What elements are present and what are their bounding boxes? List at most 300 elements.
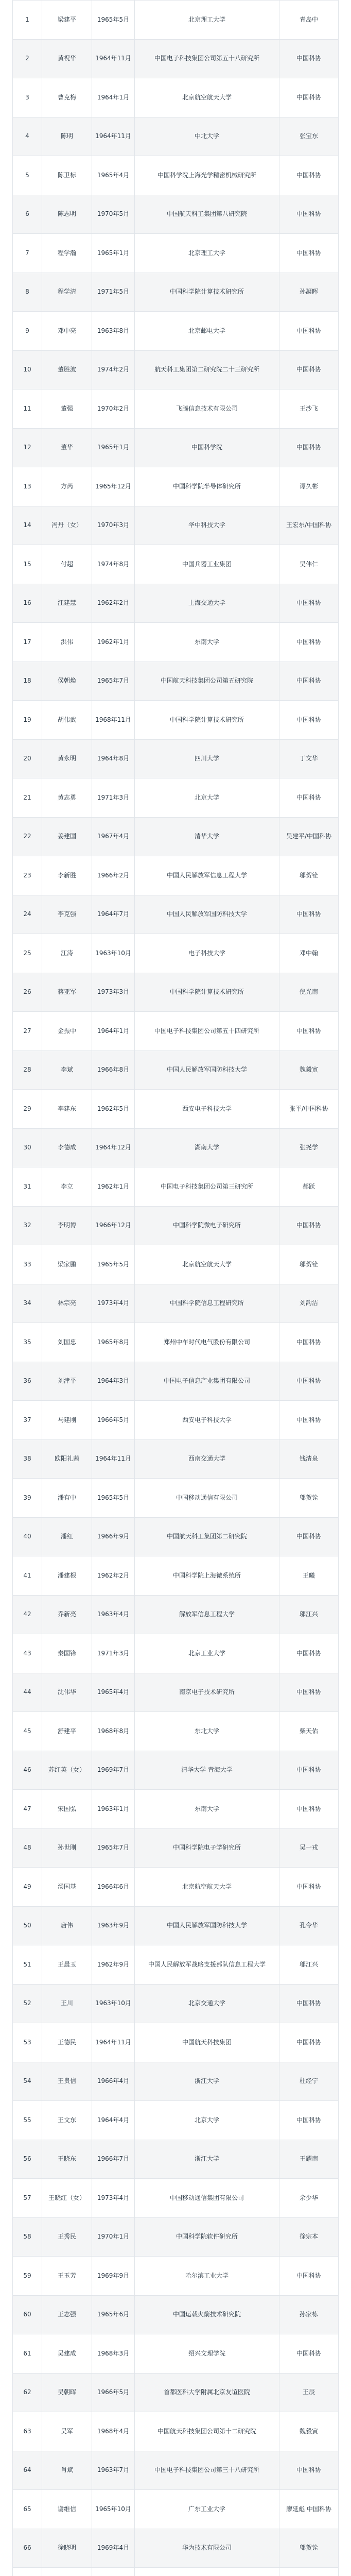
nominee-name-cell: 江涛 xyxy=(42,934,92,973)
row-number-cell: 21 xyxy=(13,778,42,818)
table-row xyxy=(13,78,339,117)
table-row xyxy=(13,2295,339,2334)
row-number-cell: 63 xyxy=(13,2412,42,2451)
row-number-cell xyxy=(13,2568,42,2576)
work-unit-cell: 绍兴文理学院 xyxy=(135,2334,279,2374)
table-row xyxy=(13,1284,339,1323)
birth-date-cell: 1965年7月 xyxy=(92,662,135,701)
nominee-name-cell: 李斌 xyxy=(42,1050,92,1090)
work-unit-cell: 中国航天科工集团第八研究院 xyxy=(135,195,279,234)
birth-date-cell: 1966年12月 xyxy=(92,1206,135,1245)
row-number-cell: 54 xyxy=(13,2062,42,2101)
nominee-name-cell: 肖斌 xyxy=(42,2451,92,2490)
table-row xyxy=(13,1439,339,1479)
nominee-name-cell: 潘红 xyxy=(42,1517,92,1556)
nominee-name-cell: 蒋亚军 xyxy=(42,973,92,1012)
row-number-cell: 16 xyxy=(13,584,42,623)
nominee-name-cell: 李德成 xyxy=(42,1128,92,1167)
birth-date-cell: 1965年1月 xyxy=(92,234,135,273)
table-row xyxy=(13,1479,339,1518)
recommender-cell: 中国科协 xyxy=(279,195,339,234)
row-number-cell: 15 xyxy=(13,545,42,584)
nominee-name-cell: 潘有中 xyxy=(42,1479,92,1518)
table-row xyxy=(13,2217,339,2257)
birth-date-cell: 1962年2月 xyxy=(92,584,135,623)
birth-date-cell: 1965年4月 xyxy=(92,156,135,195)
recommender-cell: 中国科协 xyxy=(279,2451,339,2490)
birth-date-cell: 1964年7月 xyxy=(92,895,135,934)
nominee-name-cell: 王贵信 xyxy=(42,2062,92,2101)
row-number-cell: 17 xyxy=(13,623,42,662)
work-unit-cell: 郑州中车时代电气股份有限公司 xyxy=(135,1323,279,1362)
recommender-cell: 孙凝晖 xyxy=(279,273,339,312)
table-row xyxy=(13,350,339,389)
work-unit-cell: 北京大学 xyxy=(135,2101,279,2140)
recommender-cell: 王曦 xyxy=(279,1556,339,1596)
recommender-cell: 邬贺铨 xyxy=(279,2529,339,2568)
recommender-cell: 中国科协 xyxy=(279,662,339,701)
work-unit-cell: 中国科学院计算技术研究所 xyxy=(135,273,279,312)
row-number-cell: 5 xyxy=(13,156,42,195)
recommender-cell: 中国科协 xyxy=(279,1751,339,1790)
recommender-cell: 谭久彬 xyxy=(279,467,339,506)
row-number-cell: 8 xyxy=(13,273,42,312)
work-unit-cell: 中国航天科工集团第二研究院 xyxy=(135,1517,279,1556)
row-number-cell: 47 xyxy=(13,1790,42,1829)
row-number-cell: 25 xyxy=(13,934,42,973)
work-unit-cell: 西南交通大学 xyxy=(135,1439,279,1479)
recommender-cell: 中国科协 xyxy=(279,1673,339,1712)
work-unit-cell: 北京航空航天大学 xyxy=(135,1245,279,1284)
nominee-name-cell: 潘建根 xyxy=(42,1556,92,1596)
row-number-cell: 14 xyxy=(13,506,42,545)
birth-date-cell: 1964年1月 xyxy=(92,1012,135,1051)
row-number-cell: 56 xyxy=(13,2140,42,2179)
row-number-cell: 48 xyxy=(13,1828,42,1868)
work-unit-cell: 中国电子科技集团公司第五十四研究所 xyxy=(135,1012,279,1051)
recommender-cell: 中国科协 xyxy=(279,1984,339,2023)
table-row xyxy=(13,156,339,195)
nominee-name-cell: 王川 xyxy=(42,1984,92,2023)
birth-date-cell: 1966年5月 xyxy=(92,2373,135,2412)
recommender-cell: 邬贺铨 xyxy=(279,856,339,895)
nominee-name-cell: 程学瀚 xyxy=(42,234,92,273)
work-unit-cell: 北京理工大学 xyxy=(135,234,279,273)
nominee-name-cell: 刘国忠 xyxy=(42,1323,92,1362)
birth-date-cell: 1971年5月 xyxy=(92,273,135,312)
row-number-cell: 1 xyxy=(13,1,42,40)
row-number-cell: 65 xyxy=(13,2490,42,2529)
nominee-name-cell: 侯朝焕 xyxy=(42,662,92,701)
row-number-cell: 33 xyxy=(13,1245,42,1284)
nominee-name-cell: 陈卫标 xyxy=(42,156,92,195)
row-number-cell: 41 xyxy=(13,1556,42,1596)
birth-date-cell: 1963年4月 xyxy=(92,1595,135,1634)
nominee-name-cell: 孙世刚 xyxy=(42,1828,92,1868)
birth-date-cell: 1970年3月 xyxy=(92,506,135,545)
nominee-name-cell: 程学清 xyxy=(42,273,92,312)
work-unit-cell: 东南大学 xyxy=(135,623,279,662)
birth-date-cell: 1971年3月 xyxy=(92,1634,135,1673)
table-row xyxy=(13,1868,339,1907)
work-unit-cell: 中国科学院上海微系统所 xyxy=(135,1556,279,1596)
table-row xyxy=(13,506,339,545)
row-number-cell: 52 xyxy=(13,1984,42,2023)
recommender-cell: 中国科协 xyxy=(279,2257,339,2296)
nominee-name-cell: 马建刚 xyxy=(42,1401,92,1440)
nominee-name-cell: 姜建国 xyxy=(42,817,92,856)
row-number-cell: 6 xyxy=(13,195,42,234)
recommender-cell: 中国科协 xyxy=(279,623,339,662)
row-number-cell: 20 xyxy=(13,739,42,778)
recommender-cell: 中国科协 xyxy=(279,1323,339,1362)
nominee-name-cell: 黄志勇 xyxy=(42,778,92,818)
table-row xyxy=(13,1634,339,1673)
work-unit-cell: 清华大学 青海大学 xyxy=(135,1751,279,1790)
table-row xyxy=(13,2451,339,2490)
birth-date-cell: 1964年11月 xyxy=(92,117,135,156)
recommender-cell: 吴一戎 xyxy=(279,1828,339,1868)
recommender-cell: 杜经宁 xyxy=(279,2062,339,2101)
work-unit-cell: 中国科学院计算技术研究所 xyxy=(135,973,279,1012)
table-row xyxy=(13,467,339,506)
table-row xyxy=(13,1751,339,1790)
table-row xyxy=(13,2062,339,2101)
row-number-cell: 29 xyxy=(13,1090,42,1129)
recommender-cell: 邬江兴 xyxy=(279,1595,339,1634)
row-number-cell: 43 xyxy=(13,1634,42,1673)
row-number-cell: 38 xyxy=(13,1439,42,1479)
birth-date-cell: 1964年1月 xyxy=(92,78,135,117)
birth-date-cell: 1963年1月 xyxy=(92,1790,135,1829)
work-unit-cell: 中国电子科技集团公司第三十八研究所 xyxy=(135,2451,279,2490)
birth-date-cell: 1970年2月 xyxy=(92,389,135,429)
recommender-cell: 张平/中国科协 xyxy=(279,1090,339,1129)
nominee-name-cell: 王秀民 xyxy=(42,2217,92,2257)
work-unit-cell: 中北大学 xyxy=(135,117,279,156)
row-number-cell: 3 xyxy=(13,78,42,117)
recommender-cell: 王辰 xyxy=(279,2373,339,2412)
nominee-name-cell: 李新胜 xyxy=(42,856,92,895)
row-number-cell: 18 xyxy=(13,662,42,701)
recommender-cell: 中国科协 xyxy=(279,312,339,351)
birth-date-cell: 1968年8月 xyxy=(92,1712,135,1751)
recommender-cell: 中国科协 xyxy=(279,428,339,467)
recommender-cell: 中国科协 xyxy=(279,1868,339,1907)
birth-date-cell: 1962年1月 xyxy=(92,623,135,662)
nominee-name-cell: 胡伟武 xyxy=(42,701,92,740)
table-row xyxy=(13,2023,339,2062)
work-unit-cell: 华为技术有限公司 xyxy=(135,2529,279,2568)
table-row xyxy=(13,1323,339,1362)
birth-date-cell: 1966年7月 xyxy=(92,2140,135,2179)
table-row xyxy=(13,273,339,312)
recommender-cell: 徐宗本 xyxy=(279,2217,339,2257)
table-row xyxy=(13,778,339,818)
work-unit-cell: 北京理工大学 xyxy=(135,1,279,40)
table-row xyxy=(13,1167,339,1207)
work-unit-cell: 浙江大学 xyxy=(135,2062,279,2101)
work-unit-cell: 中国人民解放军战略支援部队信息工程大学 xyxy=(135,1945,279,1985)
nominee-name-cell: 王志强 xyxy=(42,2295,92,2334)
work-unit-cell: 中国人民解放军信息工程大学 xyxy=(135,856,279,895)
work-unit-cell: 四川大学 xyxy=(135,739,279,778)
work-unit-cell: 华中科技大学 xyxy=(135,506,279,545)
nominee-name-cell: 洪伟 xyxy=(42,623,92,662)
nominee-name-cell: 黄永明 xyxy=(42,739,92,778)
work-unit-cell: 上海交通大学 xyxy=(135,584,279,623)
nominee-name-cell: 秦国锋 xyxy=(42,1634,92,1673)
row-number-cell: 13 xyxy=(13,467,42,506)
row-number-cell: 44 xyxy=(13,1673,42,1712)
table-row xyxy=(13,389,339,429)
recommender-cell: 张宝东 xyxy=(279,117,339,156)
birth-date-cell xyxy=(92,2568,135,2576)
table-row xyxy=(13,1517,339,1556)
recommender-cell: 中国科协 xyxy=(279,584,339,623)
birth-date-cell: 1973年3月 xyxy=(92,973,135,1012)
recommender-cell: 中国科协 xyxy=(279,1634,339,1673)
birth-date-cell: 1974年2月 xyxy=(92,350,135,389)
recommender-cell: 中国科协 xyxy=(279,234,339,273)
table-row xyxy=(13,817,339,856)
table-row xyxy=(13,1362,339,1401)
recommender-cell: 中国科协 xyxy=(279,78,339,117)
recommender-cell: 中国科协 xyxy=(279,1206,339,1245)
birth-date-cell: 1967年4月 xyxy=(92,817,135,856)
work-unit-cell: 中国科学院 xyxy=(135,428,279,467)
nominee-name-cell: 吴军 xyxy=(42,2412,92,2451)
recommender-cell: 孔令华 xyxy=(279,1906,339,1945)
nominee-name-cell: 付超 xyxy=(42,545,92,584)
table-row xyxy=(13,1828,339,1868)
table-row xyxy=(13,1906,339,1945)
table-row xyxy=(13,2568,339,2576)
birth-date-cell: 1965年12月 xyxy=(92,467,135,506)
birth-date-cell: 1964年4月 xyxy=(92,2101,135,2140)
nominee-name-cell: 林宗亮 xyxy=(42,1284,92,1323)
recommender-cell: 邓中翰 xyxy=(279,934,339,973)
recommender-cell: 吴建平/中国科协 xyxy=(279,817,339,856)
row-number-cell: 28 xyxy=(13,1050,42,1090)
birth-date-cell: 1963年9月 xyxy=(92,1906,135,1945)
work-unit-cell: 中国运载火箭技术研究院 xyxy=(135,2295,279,2334)
table-row xyxy=(13,1401,339,1440)
recommender-cell: 中国科协 xyxy=(279,1012,339,1051)
work-unit-cell: 中国科学院微电子研究所 xyxy=(135,1206,279,1245)
recommender-cell: 中国科协 xyxy=(279,2101,339,2140)
row-number-cell: 49 xyxy=(13,1868,42,1907)
nominee-name-cell: 陈志明 xyxy=(42,195,92,234)
work-unit-cell: 中国航天科技集团公司第十二研究院 xyxy=(135,2412,279,2451)
work-unit-cell: 中国电子信息产业集团有限公司 xyxy=(135,1362,279,1401)
nominee-name-cell: 李立 xyxy=(42,1167,92,1207)
row-number-cell: 9 xyxy=(13,312,42,351)
recommender-cell: 王沙飞 xyxy=(279,389,339,429)
work-unit-cell: 中国人民解放军国防科技大学 xyxy=(135,895,279,934)
work-unit-cell: 中国科学院上海光学精密机械研究所 xyxy=(135,156,279,195)
nominee-name-cell: 汤国基 xyxy=(42,1868,92,1907)
table-row xyxy=(13,1712,339,1751)
row-number-cell: 35 xyxy=(13,1323,42,1362)
nominee-name-cell: 董强 xyxy=(42,389,92,429)
row-number-cell: 10 xyxy=(13,350,42,389)
nominee-name-cell: 梁建平 xyxy=(42,1,92,40)
table-row xyxy=(13,701,339,740)
row-number-cell: 19 xyxy=(13,701,42,740)
nominee-name-cell: 吴朝晖 xyxy=(42,2373,92,2412)
row-number-cell: 59 xyxy=(13,2257,42,2296)
birth-date-cell: 1962年9月 xyxy=(92,1945,135,1985)
birth-date-cell: 1968年3月 xyxy=(92,2334,135,2374)
recommender-cell: 张尧学 xyxy=(279,1128,339,1167)
recommender-cell: 魏毅寅 xyxy=(279,1050,339,1090)
recommender-cell: 倪光南 xyxy=(279,973,339,1012)
nominee-name-cell: 王晨玉 xyxy=(42,1945,92,1985)
table-row xyxy=(13,739,339,778)
row-number-cell: 60 xyxy=(13,2295,42,2334)
nominee-name-cell: 谢维信 xyxy=(42,2490,92,2529)
work-unit-cell: 北京工业大学 xyxy=(135,1634,279,1673)
recommender-cell: 廖延彪 中国科协 xyxy=(279,2490,339,2529)
row-number-cell: 46 xyxy=(13,1751,42,1790)
row-number-cell: 57 xyxy=(13,2179,42,2218)
work-unit-cell xyxy=(135,2568,279,2576)
nominee-name-cell: 苏红英（女） xyxy=(42,1751,92,1790)
table-row xyxy=(13,856,339,895)
work-unit-cell: 中国移动通信有限公司 xyxy=(135,1479,279,1518)
row-number-cell: 30 xyxy=(13,1128,42,1167)
row-number-cell: 51 xyxy=(13,1945,42,1985)
nominee-name-cell: 王文东 xyxy=(42,2101,92,2140)
table-row xyxy=(13,312,339,351)
nominee-name-cell: 乔新亮 xyxy=(42,1595,92,1634)
birth-date-cell: 1964年11月 xyxy=(92,1439,135,1479)
nominee-name-cell: 吴建成 xyxy=(42,2334,92,2374)
birth-date-cell: 1965年5月 xyxy=(92,1245,135,1284)
row-number-cell: 45 xyxy=(13,1712,42,1751)
recommender-cell: 中国科协 xyxy=(279,39,339,78)
work-unit-cell: 中国电子科技集团公司第三研究所 xyxy=(135,1167,279,1207)
work-unit-cell: 中国科学院电子学研究所 xyxy=(135,1828,279,1868)
birth-date-cell: 1968年4月 xyxy=(92,2412,135,2451)
table-row xyxy=(13,2101,339,2140)
table-row xyxy=(13,2257,339,2296)
row-number-cell: 22 xyxy=(13,817,42,856)
work-unit-cell: 中国人民解放军国防科技大学 xyxy=(135,1050,279,1090)
birth-date-cell: 1962年1月 xyxy=(92,1167,135,1207)
table-row xyxy=(13,1206,339,1245)
work-unit-cell: 中国科学院软件研究所 xyxy=(135,2217,279,2257)
table-row xyxy=(13,2412,339,2451)
recommender-cell: 吴伟仁 xyxy=(279,545,339,584)
birth-date-cell: 1965年5月 xyxy=(92,1,135,40)
nominee-table xyxy=(12,0,339,2576)
birth-date-cell: 1969年9月 xyxy=(92,2257,135,2296)
nominee-name-cell: 方芮 xyxy=(42,467,92,506)
work-unit-cell: 电子科技大学 xyxy=(135,934,279,973)
birth-date-cell: 1966年2月 xyxy=(92,856,135,895)
birth-date-cell: 1969年7月 xyxy=(92,1751,135,1790)
work-unit-cell: 中国航天科技集团 xyxy=(135,2023,279,2062)
nominee-name-cell: 邓中亮 xyxy=(42,312,92,351)
work-unit-cell: 湖南大学 xyxy=(135,1128,279,1167)
birth-date-cell: 1969年4月 xyxy=(92,2529,135,2568)
recommender-cell: 中国科协 xyxy=(279,156,339,195)
nominee-name-cell: 李克强 xyxy=(42,895,92,934)
recommender-cell: 丁文华 xyxy=(279,739,339,778)
birth-date-cell: 1964年11月 xyxy=(92,39,135,78)
row-number-cell: 50 xyxy=(13,1906,42,1945)
row-number-cell: 64 xyxy=(13,2451,42,2490)
work-unit-cell: 中国科学院半导体研究所 xyxy=(135,467,279,506)
work-unit-cell: 解放军信息工程大学 xyxy=(135,1595,279,1634)
birth-date-cell: 1966年5月 xyxy=(92,1401,135,1440)
nominee-name-cell: 唐伟 xyxy=(42,1906,92,1945)
recommender-cell: 中国科协 xyxy=(279,701,339,740)
work-unit-cell: 东北大学 xyxy=(135,1712,279,1751)
work-unit-cell: 中国兵器工业集团 xyxy=(135,545,279,584)
table-row xyxy=(13,2373,339,2412)
row-number-cell: 26 xyxy=(13,973,42,1012)
nominee-name-cell: 冯丹（女） xyxy=(42,506,92,545)
work-unit-cell: 东南大学 xyxy=(135,1790,279,1829)
birth-date-cell: 1962年2月 xyxy=(92,1556,135,1596)
birth-date-cell: 1963年10月 xyxy=(92,934,135,973)
row-number-cell: 40 xyxy=(13,1517,42,1556)
table-row xyxy=(13,973,339,1012)
birth-date-cell: 1964年8月 xyxy=(92,739,135,778)
work-unit-cell: 中国科学院信息工程研究所 xyxy=(135,1284,279,1323)
nominee-name-cell: 沈伟华 xyxy=(42,1673,92,1712)
birth-date-cell: 1965年4月 xyxy=(92,1673,135,1712)
row-number-cell: 27 xyxy=(13,1012,42,1051)
birth-date-cell: 1963年7月 xyxy=(92,2451,135,2490)
work-unit-cell: 中国航天科技集团公司第五研究院 xyxy=(135,662,279,701)
row-number-cell: 11 xyxy=(13,389,42,429)
recommender-cell: 中国科协 xyxy=(279,1401,339,1440)
table-row xyxy=(13,584,339,623)
row-number-cell: 23 xyxy=(13,856,42,895)
recommender-cell: 邬贺铨 xyxy=(279,1245,339,1284)
nominee-name-cell: 王德民 xyxy=(42,2023,92,2062)
table-row xyxy=(13,2490,339,2529)
table-row xyxy=(13,662,339,701)
recommender-cell: 中国科协 xyxy=(279,895,339,934)
recommender-cell: 魏毅寅 xyxy=(279,2412,339,2451)
table-row xyxy=(13,545,339,584)
recommender-cell: 余少华 xyxy=(279,2179,339,2218)
work-unit-cell: 中国人民解放军国防科技大学 xyxy=(135,1906,279,1945)
nominee-name-cell: 董华 xyxy=(42,428,92,467)
table-row xyxy=(13,2140,339,2179)
birth-date-cell: 1965年1月 xyxy=(92,428,135,467)
recommender-cell: 孙家栋 xyxy=(279,2295,339,2334)
work-unit-cell: 北京大学 xyxy=(135,778,279,818)
work-unit-cell: 中国科学院计算技术研究所 xyxy=(135,701,279,740)
table-row xyxy=(13,1984,339,2023)
nominee-name-cell: 黄祝华 xyxy=(42,39,92,78)
nominee-name-cell: 刘津平 xyxy=(42,1362,92,1401)
row-number-cell: 42 xyxy=(13,1595,42,1634)
row-number-cell: 31 xyxy=(13,1167,42,1207)
nominee-name-cell: 欧阳礼茜 xyxy=(42,1439,92,1479)
birth-date-cell: 1970年5月 xyxy=(92,195,135,234)
table-row xyxy=(13,39,339,78)
recommender-cell: 中国科协 xyxy=(279,350,339,389)
work-unit-cell: 首都医科大学附属北京友谊医院 xyxy=(135,2373,279,2412)
row-number-cell: 58 xyxy=(13,2217,42,2257)
